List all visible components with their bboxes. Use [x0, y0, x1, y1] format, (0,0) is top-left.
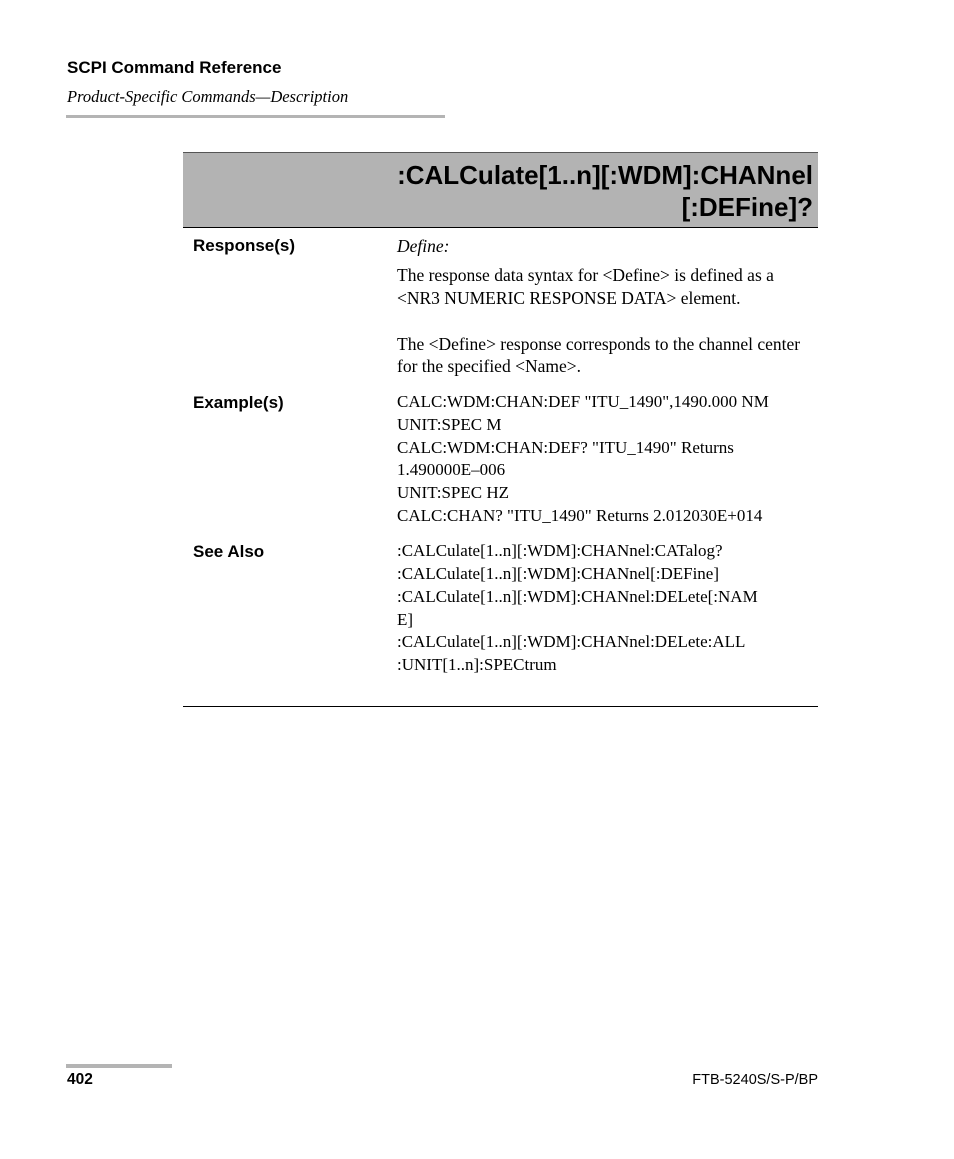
response-paragraph: The <Define> response corresponds to the channel center for the specified <Name>.	[397, 333, 801, 377]
command-table	[183, 234, 818, 677]
example-line: UNIT:SPEC HZ	[397, 483, 510, 502]
see-also-item: :CALCulate[1..n][:WDM]:CHANnel[:DEFine]	[397, 564, 719, 584]
see-also-label: See Also	[193, 542, 265, 562]
running-header-title: SCPI Command Reference	[67, 58, 282, 77]
example-line: CALC:WDM:CHAN:DEF? "ITU_1490" Returns	[397, 437, 734, 457]
see-also-row	[183, 540, 818, 676]
response-row	[183, 234, 818, 378]
examples-content	[397, 391, 818, 527]
page-number: 402	[67, 1071, 93, 1088]
example-line: CALC:WDM:CHAN:DEF "ITU_1490",1490.000 NM	[397, 392, 769, 412]
command-title: :CALCulate[1..n][:WDM]:CHANnel [:DEFine]?	[397, 160, 813, 222]
response-label: Response(s)	[193, 236, 296, 255]
examples-row	[183, 391, 818, 527]
see-also-item: :UNIT[1..n]:SPECtrum	[397, 654, 557, 674]
running-header-subtitle: Product-Specific Commands—Description	[67, 87, 349, 106]
command-title-bar	[183, 152, 818, 228]
footer-rule	[66, 1064, 172, 1068]
response-paragraph: The response data syntax for <Define> is defined as a <NR3 NUMERIC RESPONSE DATA> element.	[397, 265, 774, 308]
see-also-item: E]	[397, 609, 414, 629]
example-line: 1.490000E–006	[397, 460, 506, 480]
response-param-name: Define:	[397, 236, 450, 256]
see-also-content	[397, 540, 818, 676]
product-code: FTB-5240S/S-P/BP	[692, 1072, 818, 1088]
header-rule	[66, 115, 445, 118]
see-also-item: :CALCulate[1..n][:WDM]:CHANnel:DELete:ALL	[397, 632, 746, 652]
see-also-item: :CALCulate[1..n][:WDM]:CHANnel:CATalog?	[397, 541, 723, 561]
table-bottom-rule	[183, 706, 818, 707]
examples-label: Example(s)	[193, 393, 284, 413]
example-line: CALC:CHAN? "ITU_1490" Returns 2.012030E+014	[397, 505, 763, 525]
example-line: UNIT:SPEC M	[397, 414, 502, 434]
running-header	[67, 58, 348, 107]
response-content	[397, 234, 818, 378]
see-also-item: :CALCulate[1..n][:WDM]:CHANnel:DELete[:NAM	[397, 586, 758, 606]
